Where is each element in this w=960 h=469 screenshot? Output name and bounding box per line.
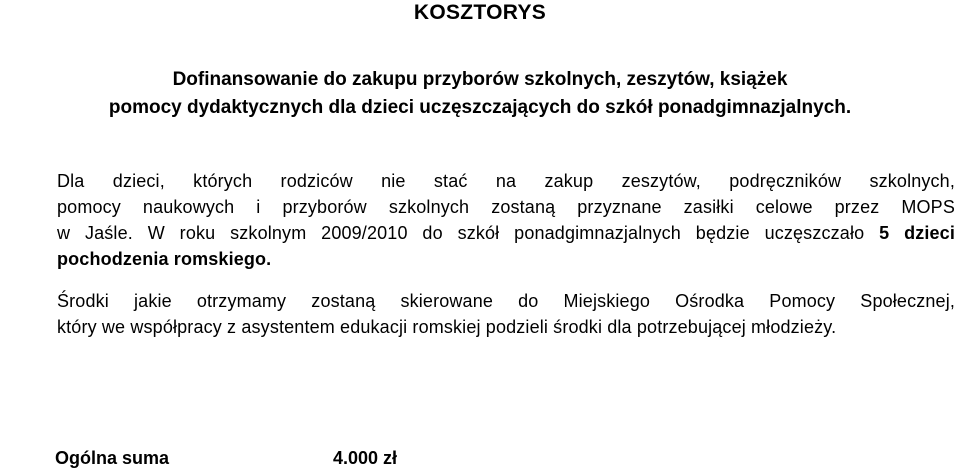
paragraph-distribution-line-2: który we współpracy z asystentem edukacji romskiej podzieli środki dla potrzebującej młodzieży. (57, 317, 837, 337)
paragraph-funding (5, 168, 955, 272)
paragraph-distribution-line-1: Środki jakie otrzymamy zostaną skierowane do Miejskiego Ośrodka Pomocy Społecznej, (57, 291, 955, 311)
paragraph-funding-line-1: Dla dzieci, których rodziców nie stać na zakup zeszytów, podręczników szkolnych, (57, 171, 955, 191)
children-count: 5 dzieci (879, 223, 955, 243)
subtitle-line-1: Dofinansowanie do zakupu przyborów szkolnych, zeszytów, książek (172, 69, 788, 90)
paragraph-funding-line-4: pochodzenia romskiego. (57, 249, 272, 269)
summary-label: Ogólna suma (55, 448, 170, 468)
document-title: KOSZTORYS (413, 1, 547, 24)
paragraph-funding-line-3 (5, 220, 955, 246)
paragraph-distribution (5, 288, 955, 340)
paragraph-funding-line-2: pomocy naukowych i przyborów szkolnych zostaną przyznane zasiłki celowe przez MOPS (57, 197, 955, 217)
paragraph-funding-line-3-text: w Jaśle. W roku szkolnym 2009/2010 do szkół ponadgimnazjalnych będzie uczęszczało (57, 223, 865, 243)
document-subtitle (0, 66, 960, 122)
subtitle-line-2: pomocy dydaktycznych dla dzieci uczęszczających do szkół ponadgimnazjalnych. (108, 97, 852, 118)
summary-value: 4.000 zł (333, 448, 398, 468)
